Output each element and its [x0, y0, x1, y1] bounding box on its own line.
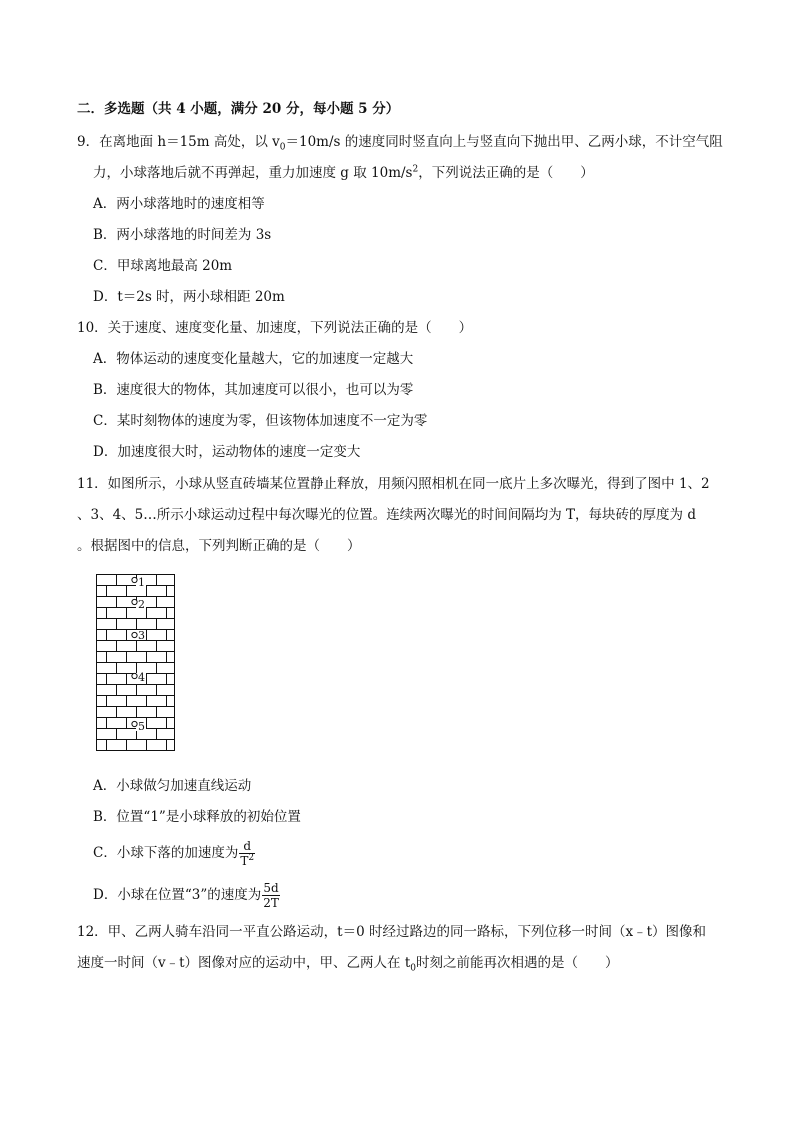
q11-option-a: A．小球做匀加速直线运动 — [93, 778, 252, 794]
position-label-1: 1 — [138, 576, 145, 589]
q12-stem-line2: 速度一时间（v﹣t）图像对应的运动中，甲、乙两人在 $t_0$时刻之前能再次相遇的是（ ） — [77, 955, 619, 974]
brick-wall-figure — [96, 574, 178, 754]
q11-option-d: D．小球在位置“3”的速度为 $\frac{5d}{2T}$ — [93, 881, 279, 910]
q12-stem-line1: 12．甲、乙两人骑车沿同一平直公路运动，t＝0 时经过路边的同一路标，下列位移一时间（x﹣t）图像和 — [77, 924, 707, 940]
position-label-3: 3 — [138, 629, 145, 642]
q9-option-a: A．两小球落地时的速度相等 — [93, 196, 265, 212]
q9-stem-line2: 力，小球落地后就不再弹起，重力加速度 g 取 $10m/s^2$，下列说法正确的是（ ） — [93, 164, 594, 181]
q10-option-d: D．加速度很大时，运动物体的速度一定变大 — [93, 444, 361, 460]
q11-option-c: C．小球下落的加速度为 $\frac{d}{T^2}$ — [93, 839, 255, 868]
q11-stem-line2: 、3、4、5…所示小球运动过程中每次曝光的位置。连续两次曝光的时间间隔均为 T，每块砖的厚度为 d — [77, 507, 696, 523]
section-title: 二．多选题（共 4 小题，满分 20 分，每小题 5 分） — [77, 101, 400, 117]
q9-option-b: B．两小球落地的时间差为 3s — [93, 227, 272, 243]
ball-position-5 — [132, 721, 137, 726]
q10-option-c: C．某时刻物体的速度为零，但该物体加速度不一定为零 — [93, 413, 428, 429]
ball-position-3 — [132, 632, 137, 637]
fraction-d-over-t-squared: $\frac{d}{T^2}$ — [240, 839, 255, 868]
position-label-2: 2 — [138, 598, 145, 611]
q11-stem-line1: 11．如图所示，小球从竖直砖墙某位置静止释放，用频闪照相机在同一底片上多次曝光，得到了图中 1、2 — [77, 476, 710, 492]
ball-position-1 — [132, 577, 137, 582]
ball-position-2 — [132, 599, 137, 604]
q11-stem-line3: 。根据图中的信息，下列判断正确的是（ ） — [77, 538, 361, 554]
fraction-5d-over-2t: $\frac{5d}{2T}$ — [263, 881, 279, 910]
q10-option-a: A．物体运动的速度变化量越大，它的加速度一定越大 — [93, 351, 414, 367]
ball-position-4 — [132, 673, 137, 678]
q10-option-b: B．速度很大的物体，其加速度可以很小，也可以为零 — [93, 382, 414, 398]
q10-stem: 10．关于速度、速度变化量、加速度，下列说法正确的是（ ） — [77, 320, 473, 336]
q11-option-b: B．位置“1”是小球释放的初始位置 — [93, 809, 301, 825]
position-label-4: 4 — [138, 671, 145, 684]
q9-option-c: C．甲球离地最高 20m — [93, 258, 233, 274]
position-label-5: 5 — [138, 720, 145, 733]
q9-stem-line1: 9．在离地面 h＝15m 高处，以 $v_0=10m/s$ 的速度同时竖直向上与竖直向下抛出甲、乙两小球，不计空气阻 — [77, 134, 723, 153]
q9-option-d: D．t＝2s 时，两小球相距 20m — [93, 289, 285, 305]
